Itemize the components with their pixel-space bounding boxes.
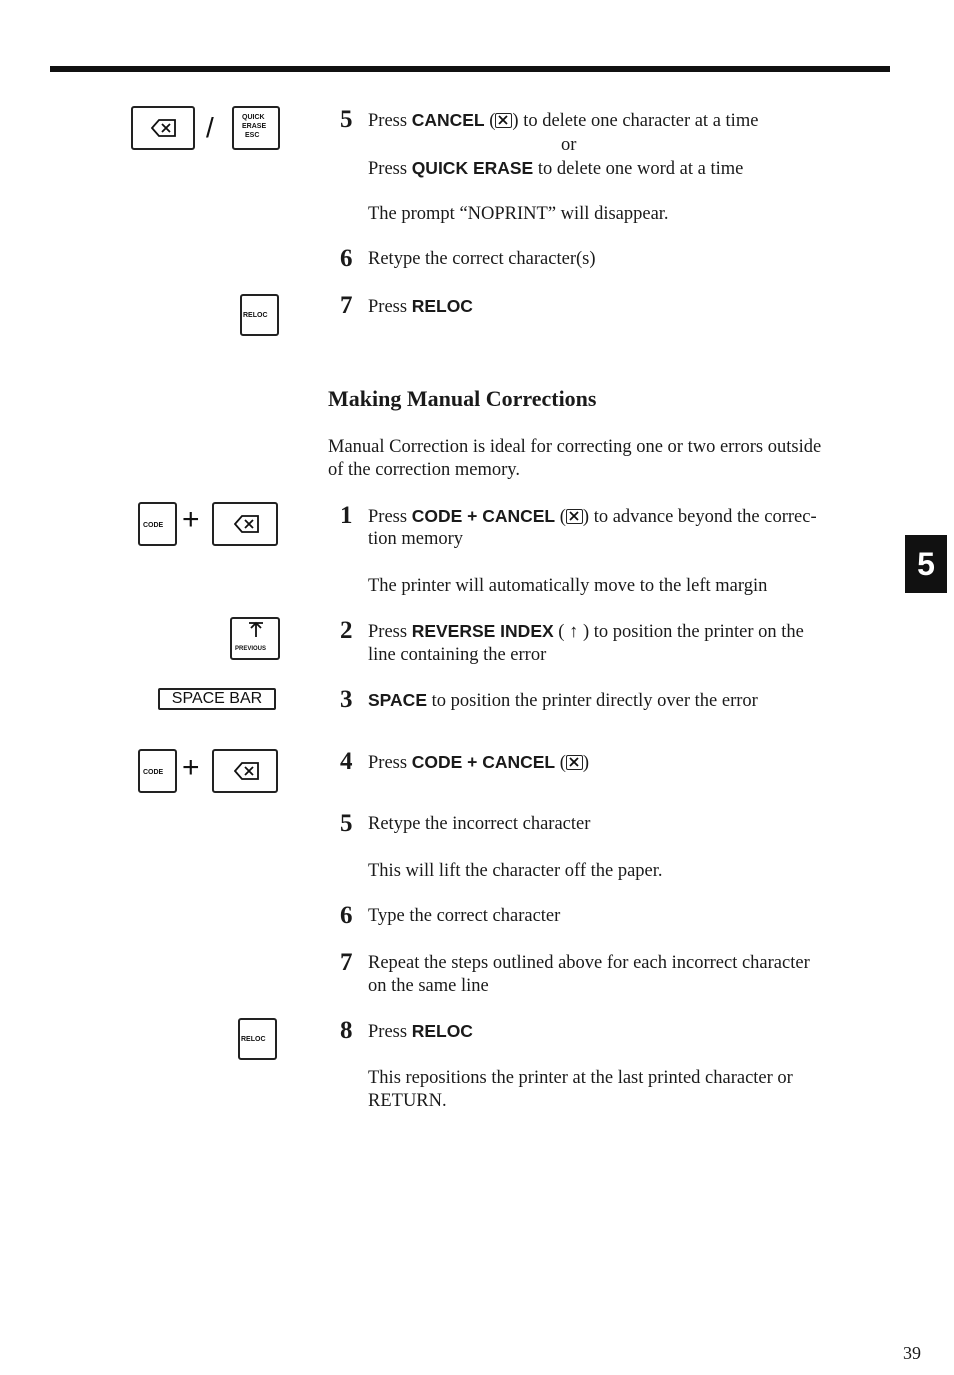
step-text xyxy=(368,689,758,713)
code-key xyxy=(138,749,177,793)
space-label: SPACE xyxy=(368,690,427,710)
previous-cap: PREVIOUS xyxy=(235,646,267,652)
plus-sign: + xyxy=(182,751,200,784)
step-pre: Press xyxy=(368,753,412,773)
step-note: The prompt “NOPRINT” will disappear. xyxy=(368,204,669,224)
step-note: The printer will automatically move to the left margin xyxy=(368,576,768,596)
top-rule xyxy=(50,66,890,72)
step-number: 1 xyxy=(340,502,353,529)
cancel-icon xyxy=(151,118,177,138)
step-number: 5 xyxy=(340,106,353,133)
step-text: Repeat the steps outlined above for each incorrect character xyxy=(368,953,810,973)
step-note: This will lift the character off the paper. xyxy=(368,861,663,881)
step-text-line2: on the same line xyxy=(368,976,489,996)
cancel-key xyxy=(131,106,195,150)
code-cancel-label: CODE + CANCEL xyxy=(411,506,556,526)
step-text xyxy=(368,620,804,644)
cancel-icon xyxy=(566,509,583,524)
space-bar-key: SPACE BAR xyxy=(158,688,276,710)
intro-text: Manual Correction is ideal for correcting one or two errors outside xyxy=(328,437,822,457)
quick-erase-key xyxy=(232,106,280,150)
step-number: 2 xyxy=(340,617,353,644)
step-text: Press CANCEL ( ) to delete one character at a time xyxy=(368,110,759,131)
step-text: Retype the incorrect character xyxy=(368,814,591,834)
step-text xyxy=(368,295,473,319)
code-cap: CODE xyxy=(143,522,164,529)
intro-text: of the correction memory. xyxy=(328,460,520,480)
page-number: 39 xyxy=(903,1343,921,1363)
step-post: ) xyxy=(582,753,590,773)
step-text xyxy=(368,157,743,181)
code-key xyxy=(138,502,177,546)
step-number: 8 xyxy=(340,1017,353,1044)
step-text: Press CODE + CANCEL ( ) to advance beyond the correc- xyxy=(368,506,817,527)
or-slash: / xyxy=(206,112,214,143)
step-number: 7 xyxy=(340,949,353,976)
step-pre: Press xyxy=(368,622,412,642)
reloc-cap: RELOC xyxy=(243,312,268,319)
step-text-line2: line containing the error xyxy=(368,645,547,665)
step-post: ) to delete one character at a time xyxy=(512,111,759,131)
cancel-icon xyxy=(234,761,260,781)
step-text-line2: tion memory xyxy=(368,529,464,549)
step-text: Type the correct character xyxy=(368,906,561,926)
cancel-icon xyxy=(566,755,583,770)
code-cancel-label: CODE + CANCEL xyxy=(411,752,556,772)
reverse-index-label: REVERSE INDEX xyxy=(411,621,554,641)
step-number: 4 xyxy=(340,748,353,775)
reloc-label: RELOC xyxy=(411,1021,473,1041)
section-heading: Making Manual Corrections xyxy=(328,386,597,411)
step-text: Press CODE + CANCEL ( ) xyxy=(368,752,590,773)
step-text xyxy=(368,1020,473,1044)
step-pre: Press xyxy=(368,1022,412,1042)
step-pre: Press xyxy=(368,111,412,131)
quick-erase-cap-3: ESC xyxy=(245,132,260,139)
cancel-key xyxy=(212,749,278,793)
code-cap: CODE xyxy=(143,769,164,776)
reloc-key xyxy=(238,1018,277,1060)
step-pre: Press xyxy=(368,507,412,527)
step-post: ( ↑ ) to position the printer on the xyxy=(553,622,804,642)
step-post: to delete one word at a time xyxy=(533,159,744,179)
step-number: 3 xyxy=(340,686,353,713)
reverse-index-key xyxy=(230,617,280,660)
step-number: 6 xyxy=(340,245,353,272)
cancel-icon xyxy=(495,113,512,128)
reloc-key xyxy=(240,294,279,336)
step-pre: Press xyxy=(368,297,412,317)
plus-sign: + xyxy=(182,503,200,536)
cancel-icon xyxy=(234,514,260,534)
reverse-index-arrow-icon xyxy=(247,621,265,639)
quick-erase-cap-2: ERASE xyxy=(242,123,267,130)
cancel-key xyxy=(212,502,278,546)
step-post: to position the printer directly over the error xyxy=(427,691,758,711)
step-post: ) to advance beyond the correc- xyxy=(582,507,817,527)
step-number: 6 xyxy=(340,902,353,929)
quick-erase-cap-1: QUICK xyxy=(242,114,265,121)
reloc-cap: RELOC xyxy=(241,1036,266,1043)
reloc-label: RELOC xyxy=(411,296,473,316)
step-pre: Press xyxy=(368,159,412,179)
step-note: RETURN. xyxy=(368,1091,447,1111)
step-number: 5 xyxy=(340,810,353,837)
step-text: Retype the correct character(s) xyxy=(368,249,596,269)
step-number: 7 xyxy=(340,292,353,319)
cancel-label: CANCEL xyxy=(411,110,485,130)
chapter-tab: 5 xyxy=(905,535,947,593)
or-text: or xyxy=(561,135,577,155)
quick-erase-label: QUICK ERASE xyxy=(411,158,534,178)
step-note: This repositions the printer at the last printed character or xyxy=(368,1068,793,1088)
